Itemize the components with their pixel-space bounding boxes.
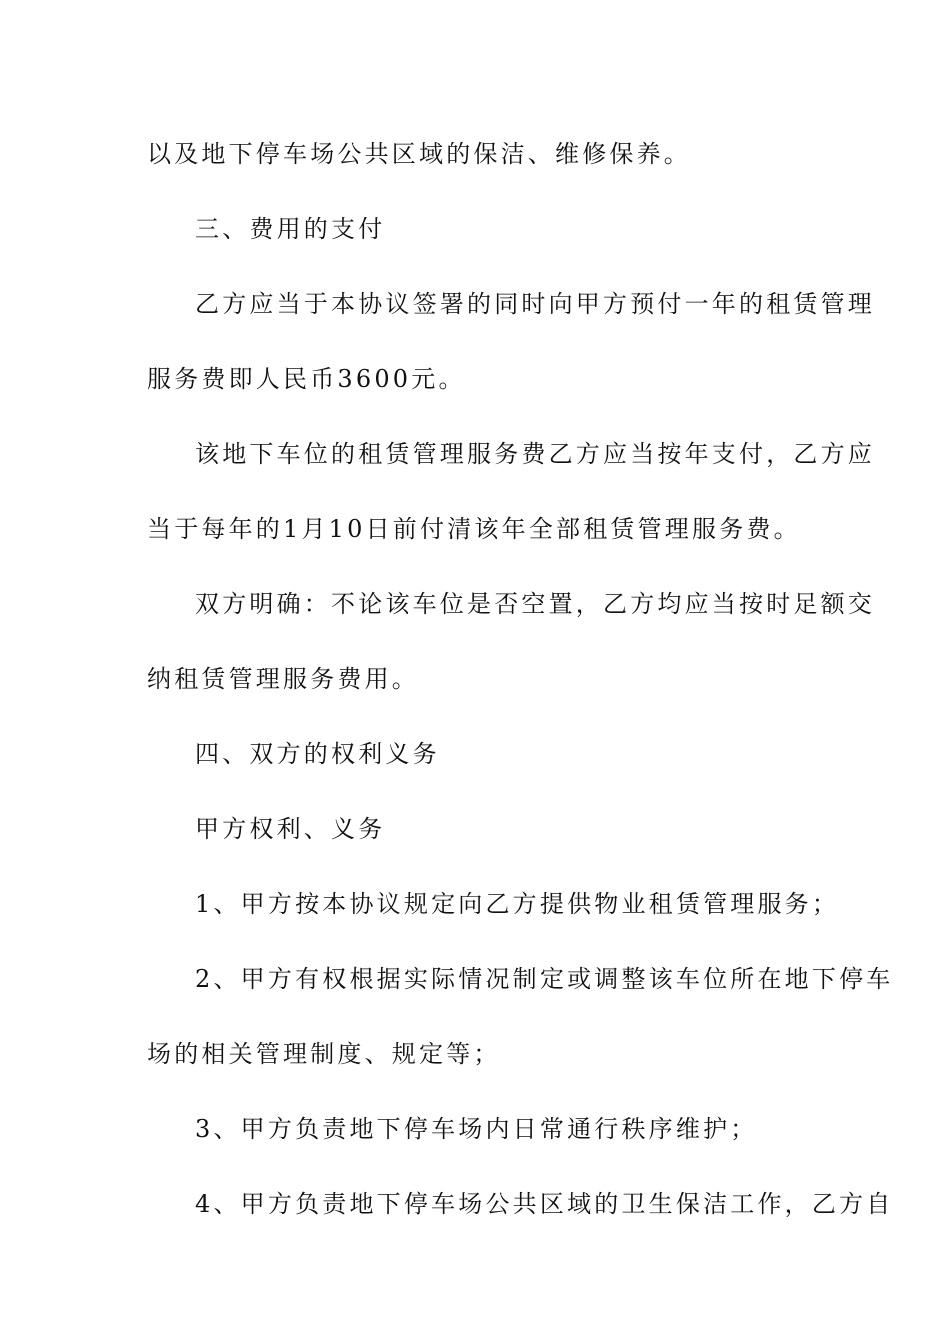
list-item-continuation: 场的相关管理制度、规定等； [147, 1040, 501, 1068]
list-item: 3、甲方负责地下停车场内日常通行秩序维护； [195, 1115, 758, 1143]
text-line-continuation: 以及地下停车场公共区域的保洁、维修保养。 [147, 140, 691, 168]
subheading-party-a: 甲方权利、义务 [195, 815, 386, 843]
list-item: 1、甲方按本协议规定向乙方提供物业租赁管理服务； [195, 890, 840, 918]
paragraph-line: 乙方应当于本协议签署的同时向甲方预付一年的租赁管理 [195, 290, 875, 318]
list-item: 4、甲方负责地下停车场公共区域的卫生保洁工作，乙方自 [195, 1190, 894, 1218]
section-heading-rights-obligations: 四、双方的权利义务 [195, 740, 440, 768]
list-item: 2、甲方有权根据实际情况制定或调整该车位所在地下停车 [195, 965, 894, 993]
paragraph-line: 当于每年的1月10日前付清该年全部租赁管理服务费。 [147, 515, 801, 543]
paragraph-line: 双方明确：不论该车位是否空置，乙方均应当按时足额交 [195, 590, 875, 618]
paragraph-line: 服务费即人民币3600元。 [147, 365, 466, 393]
paragraph-line: 纳租赁管理服务费用。 [147, 665, 419, 693]
section-heading-fee-payment: 三、费用的支付 [195, 215, 386, 243]
paragraph-line: 该地下车位的租赁管理服务费乙方应当按年支付，乙方应 [195, 440, 875, 468]
